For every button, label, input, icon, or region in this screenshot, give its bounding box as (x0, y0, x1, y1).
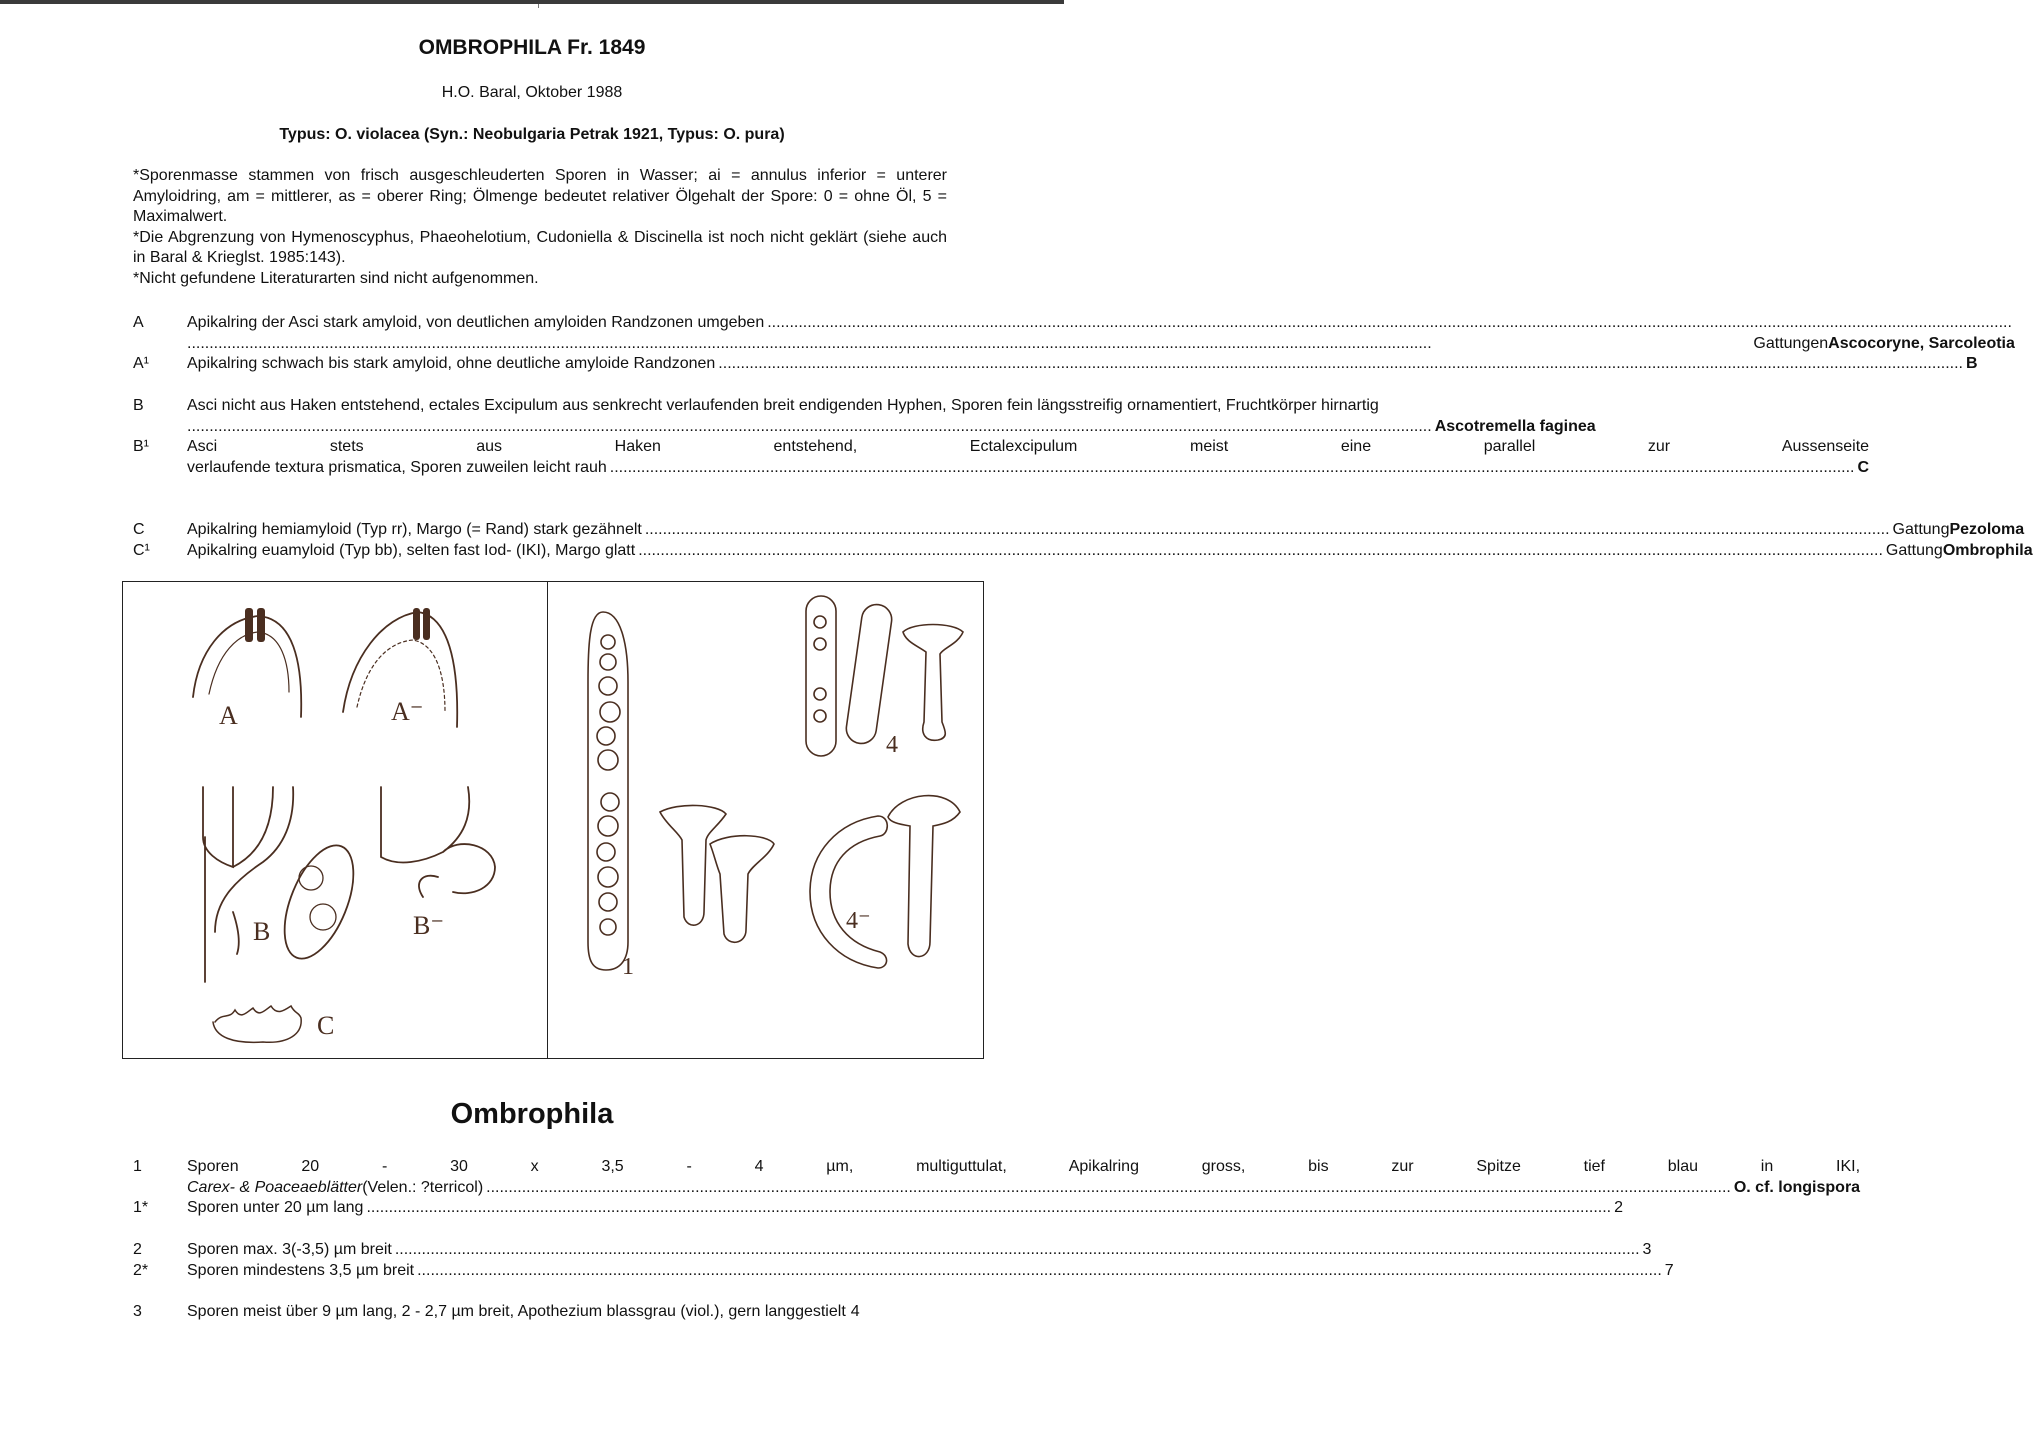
key-entry-b (133, 396, 1596, 437)
key-text: Asci stets aus Haken entstehend, Ectalexcipulum meist eine parallel zur Aussenseite (187, 438, 1870, 455)
figure-frame (122, 581, 984, 1059)
key-code: 1 (133, 1158, 142, 1175)
notes-block (133, 166, 947, 289)
apothecium-stalked-drawing (888, 796, 960, 957)
leader-dots (638, 541, 1883, 562)
leader-dots (486, 1178, 1731, 1199)
key-text: Sporen unter 20 µm lang (187, 1199, 364, 1216)
key-code: B (133, 397, 144, 414)
key-code: 3 (133, 1303, 142, 1320)
note-sporenmasse: *Sporenmasse stammen von frisch ausgeschleuderten Sporen in Wasser; ai = annulus inferior = unterer Amyloidring, am = mittlerer, as = oberer Ring; Ölmenge bedeutet relativer Ölgehalt der Spore: 0 = ohne Öl, 5 = Maximalwert. (133, 167, 947, 225)
key-entry-c1 (133, 541, 2033, 562)
apothecium-funnel-drawing (660, 805, 726, 925)
key-block-a (133, 313, 2015, 375)
key-result: 2 (1614, 1199, 1624, 1216)
key-result-prefix: Gattungen (1753, 334, 1829, 352)
key-result: Ascocoryne, Sarcoleotia (1828, 334, 2015, 352)
key-code: B¹ (133, 438, 149, 455)
key-text: Sporen meist über 9 µm lang, 2 - 2,7 µm breit, Apothezium blassgrau (viol.), gern langgestielt (187, 1303, 846, 1320)
key-result: O. cf. longispora (1733, 1178, 1861, 1196)
key-result: Ombrophila (1942, 541, 2033, 559)
key-code: A (133, 314, 144, 331)
key-text-italic: Carex- & Poaceaeblätter (187, 1178, 363, 1196)
key-block-3 (133, 1302, 953, 1323)
apothecium-small-drawing (903, 625, 963, 741)
figure-label-b1: B⁻ (413, 911, 445, 940)
key-result: B (1965, 355, 1978, 372)
key-text: Asci nicht aus Haken entstehend, ectales Excipulum aus senkrecht verlaufenden breit endigenden Hyphen, Sporen fein längsstreifig ornamentiert, Fruchtkörper hirnartig (187, 397, 1379, 414)
key-code: 2* (133, 1261, 149, 1279)
key-result: C (1857, 458, 1870, 476)
key-block-1 (133, 1157, 1861, 1219)
spore-4b-drawing (844, 603, 893, 746)
key-text: Sporen max. 3(-3,5) µm breit (187, 1241, 392, 1258)
species-drawings (548, 582, 983, 1058)
key-result: 4 (850, 1303, 860, 1320)
figure-label-4: 4 (886, 732, 898, 758)
key-text: Apikalring euamyloid (Typ bb), selten fast Iod- (IKI), Margo glatt (187, 541, 636, 559)
key-block-b (133, 396, 1870, 478)
key-text: Apikalring der Asci stark amyloid, von deutlichen amyloiden Randzonen umgeben (187, 314, 765, 331)
key-block-c (133, 520, 2033, 561)
leader-dots (645, 520, 1890, 541)
key-entry-2 (133, 1240, 1652, 1261)
document-typus: Typus: O. violacea (Syn.: Neobulgaria Petrak 1921, Typus: O. pura) (279, 126, 785, 143)
spore-4-drawing (806, 596, 836, 756)
ascus-1-drawing (588, 612, 628, 970)
key-entry-a (133, 313, 2015, 354)
hypha-b-drawing (203, 787, 293, 982)
document-author: H.O. Baral, Oktober 1988 (441, 84, 623, 101)
key-entry-a1 (133, 354, 1978, 375)
figure-label-b: B (253, 917, 271, 946)
key-result: Ascotremella faginea (1434, 417, 1596, 435)
key-text-cont: (Velen.: ?terricol) (362, 1178, 484, 1196)
key-code: A¹ (133, 355, 149, 372)
key-result: 7 (1664, 1261, 1674, 1279)
key-text: Sporen 20 - 30 x 3,5 - 4 µm, multiguttulat, Apikalring gross, bis zur Spitze tief blau in IKI, (187, 1158, 1861, 1175)
key-entry-3 (133, 1302, 953, 1323)
key-result: 3 (1642, 1241, 1652, 1258)
key-code: C¹ (133, 541, 150, 559)
margo-c-drawing (213, 1006, 301, 1042)
leader-dots (718, 354, 1963, 375)
key-entry-c (133, 520, 2025, 541)
hypha-b1-drawing (381, 787, 495, 897)
figure-label-a: A (219, 701, 238, 730)
key-code: 2 (133, 1241, 142, 1258)
figure-left-panel (123, 582, 548, 1058)
leader-dots (395, 1240, 1640, 1261)
note-literaturarten: *Nicht gefundene Literaturarten sind nicht aufgenommen. (133, 269, 539, 287)
key-result: Pezoloma (1949, 521, 2025, 538)
key-code: C (133, 521, 145, 538)
apothecium-funnel2-drawing (710, 836, 774, 943)
key-result-prefix: Gattung (1892, 521, 1950, 538)
spore-4minus-drawing (810, 816, 887, 968)
figure-right-panel (548, 582, 983, 1058)
leader-dots (417, 1261, 1662, 1282)
document-title: OMBROPHILA Fr. 1849 (418, 36, 646, 59)
leader-dots (187, 417, 1432, 438)
key-text: Apikalring schwach bis stark amyloid, ohne deutliche amyloide Randzonen (187, 355, 716, 372)
figure-label-4minus: 4⁻ (846, 908, 871, 934)
leader-dots (187, 334, 1750, 355)
key-entry-1 (133, 1157, 1861, 1198)
section-title: Ombrophila (450, 1098, 614, 1130)
leader-dots (767, 313, 2012, 334)
figure-label-1: 1 (622, 954, 634, 980)
key-entry-b1 (133, 437, 1870, 478)
figure-label-a1: A⁻ (391, 697, 424, 726)
key-text: Apikalring hemiamyloid (Typ rr), Margo (= Rand) stark gezähnelt (187, 521, 642, 538)
key-text-cont: verlaufende textura prismatica, Sporen zuweilen leicht rauh (187, 458, 607, 476)
figure-label-c: C (317, 1011, 335, 1040)
key-entry-2s (133, 1261, 1674, 1282)
key-block-2 (133, 1240, 1674, 1281)
ascus-drawings (123, 582, 547, 1058)
spore-b-drawing (271, 836, 368, 968)
key-result-prefix: Gattung (1885, 541, 1943, 559)
leader-dots (366, 1198, 1611, 1219)
leader-dots (610, 458, 1855, 479)
key-text: Sporen mindestens 3,5 µm breit (187, 1261, 415, 1279)
key-entry-1s (133, 1198, 1624, 1219)
key-code: 1* (133, 1199, 149, 1216)
note-abgrenzung: *Die Abgrenzung von Hymenoscyphus, Phaeohelotium, Cudoniella & Discinella ist noch nicht geklärt (siehe auch in Baral & Krieglst. 1985:143). (133, 228, 947, 266)
